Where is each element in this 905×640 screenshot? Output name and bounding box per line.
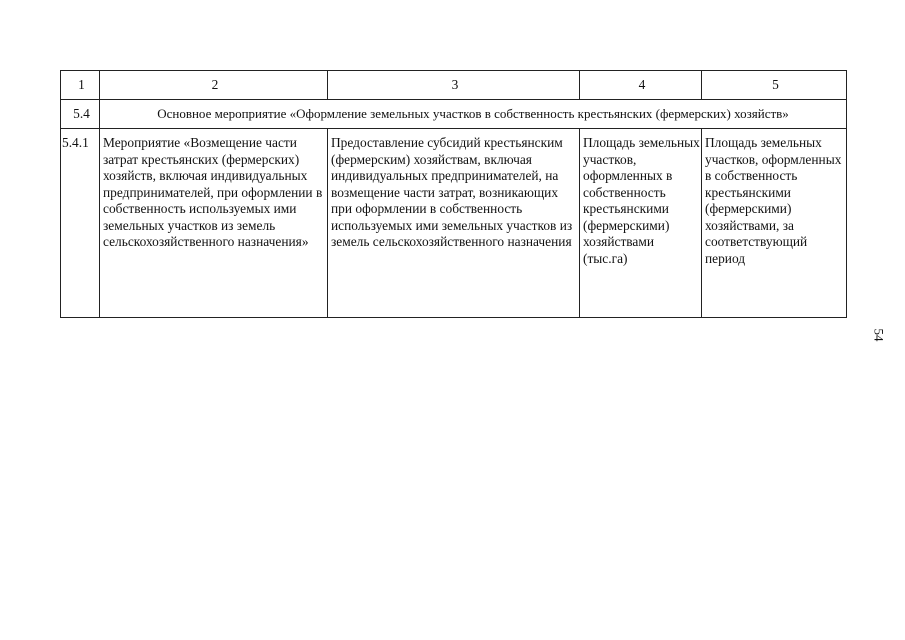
column-header-2: 2 bbox=[100, 71, 328, 100]
program-activities-table bbox=[60, 70, 847, 318]
table-row bbox=[61, 129, 847, 318]
page-number: 54 bbox=[871, 328, 887, 342]
section-row bbox=[61, 100, 847, 129]
section-number: 5.4 bbox=[61, 100, 100, 129]
column-header-4: 4 bbox=[580, 71, 702, 100]
column-header-1: 1 bbox=[61, 71, 100, 100]
column-header-5: 5 bbox=[702, 71, 847, 100]
section-title: Основное мероприятие «Оформление земельных участков в собственность крестьянских (фермерских) хозяйств» bbox=[100, 100, 847, 129]
indicator-definition-cell: Площадь земельных участков, оформленных в собственность крестьянскими (фермерскими) хозяйствами, за соответствующий период bbox=[702, 129, 847, 318]
activity-description-cell: Предоставление субсидий крестьянским (фермерским) хозяйствам, включая индивидуальных предпринимателей, на возмещение части затрат, возникающих при оформлении в собственность используемых ими земельных участков из земель сельскохозяйственного назначения bbox=[328, 129, 580, 318]
table-header-row bbox=[61, 71, 847, 100]
activity-name-cell: Мероприятие «Возмещение части затрат крестьянских (фермерских) хозяйств, включая индивидуальных предпринимателей, при оформлении в собственность используемых ими земельных участков из земель сельскохозяйственного назначения» bbox=[100, 129, 328, 318]
row-number: 5.4.1 bbox=[61, 129, 100, 318]
column-header-3: 3 bbox=[328, 71, 580, 100]
indicator-cell: Площадь земельных участков, оформленных в собственность крестьянскими (фермерскими) хозяйствами (тыс.га) bbox=[580, 129, 702, 318]
